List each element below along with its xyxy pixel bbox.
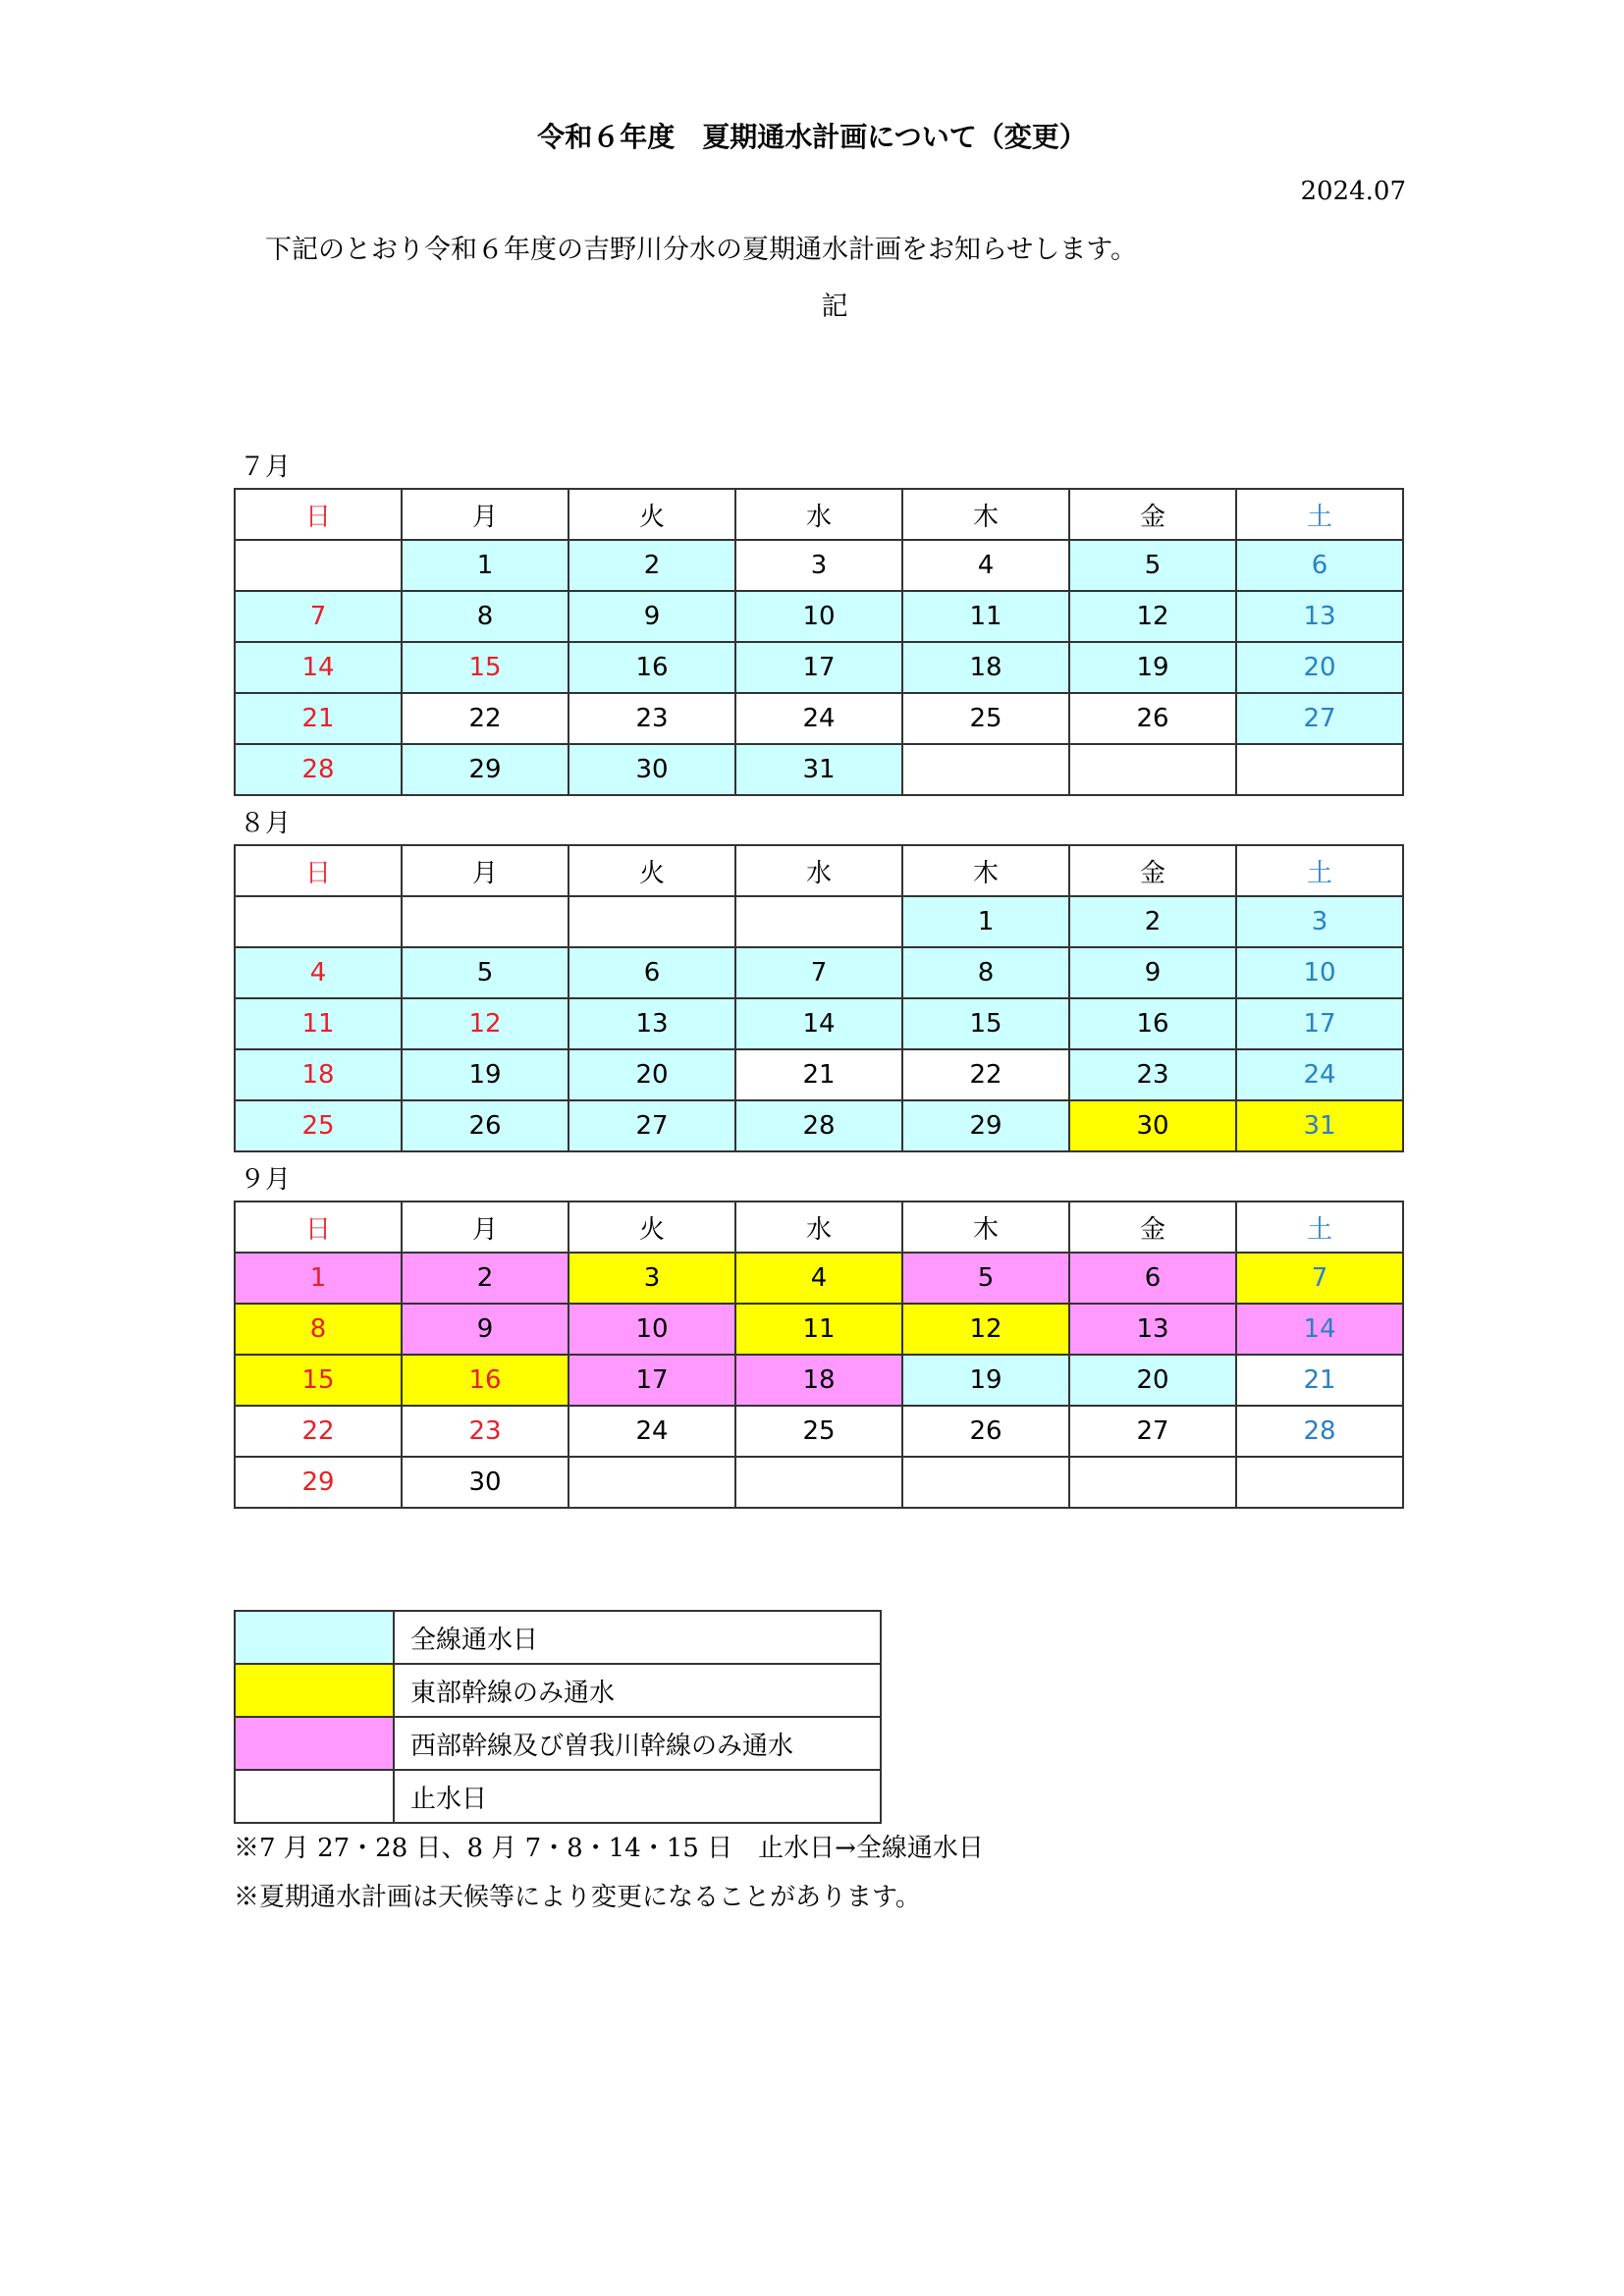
calendar-empty-cell — [735, 896, 902, 947]
calendar-day-cell: 10 — [1236, 947, 1403, 998]
month-label-august: ８月 — [240, 809, 292, 838]
calendar-day-cell: 26 — [902, 1406, 1069, 1457]
weekday-header-row — [235, 1201, 1403, 1253]
calendar-day-cell: 20 — [568, 1049, 735, 1100]
calendar-day-cell: 25 — [902, 693, 1069, 744]
calendar-empty-cell — [1069, 744, 1236, 795]
legend-swatch — [235, 1664, 394, 1717]
calendar-day-cell: 23 — [402, 1406, 568, 1457]
calendar-day-cell: 1 — [235, 1253, 402, 1304]
calendar-empty-cell — [902, 744, 1069, 795]
calendar-day-cell: 25 — [235, 1100, 402, 1151]
calendar-day-cell: 7 — [235, 591, 402, 642]
calendar-day-cell: 21 — [1236, 1355, 1403, 1406]
calendar-empty-cell — [1236, 744, 1403, 795]
calendar-day-cell: 13 — [1236, 591, 1403, 642]
legend-table — [234, 1610, 882, 1824]
calendar-day-cell: 1 — [902, 896, 1069, 947]
calendar-day-cell: 3 — [735, 540, 902, 591]
calendar-day-cell: 19 — [402, 1049, 568, 1100]
calendar-week-row — [235, 1457, 1403, 1508]
calendar-day-cell: 6 — [568, 947, 735, 998]
month-label-july: ７月 — [240, 453, 292, 482]
month-label-september: ９月 — [240, 1165, 292, 1195]
calendar-week-row — [235, 591, 1403, 642]
calendar-day-cell: 30 — [568, 744, 735, 795]
weekday-header: 金 — [1069, 489, 1236, 540]
calendar-day-cell: 2 — [568, 540, 735, 591]
calendar-day-cell: 5 — [402, 947, 568, 998]
calendar-empty-cell — [568, 1457, 735, 1508]
calendar-august — [234, 844, 1404, 1152]
calendar-day-cell: 26 — [402, 1100, 568, 1151]
calendar-day-cell: 10 — [568, 1304, 735, 1355]
weekday-header: 月 — [402, 845, 568, 896]
legend-swatch — [235, 1611, 394, 1664]
calendar-september — [234, 1201, 1404, 1509]
calendar-july — [234, 488, 1404, 796]
calendar-week-row — [235, 1253, 1403, 1304]
calendar-day-cell: 8 — [235, 1304, 402, 1355]
legend-row-west — [235, 1717, 881, 1770]
calendar-week-row — [235, 642, 1403, 693]
legend-label: 全線通水日 — [394, 1611, 881, 1664]
calendar-empty-cell — [1069, 1457, 1236, 1508]
calendar-empty-cell — [235, 896, 402, 947]
intro-text: 下記のとおり令和６年度の吉野川分水の夏期通水計画をお知らせします。 — [265, 235, 1138, 265]
calendar-day-cell: 14 — [735, 998, 902, 1049]
weekday-header: 木 — [902, 1201, 1069, 1253]
calendar-empty-cell — [1236, 1457, 1403, 1508]
calendar-day-cell: 20 — [1236, 642, 1403, 693]
weekday-header: 水 — [735, 1201, 902, 1253]
weekday-header: 土 — [1236, 489, 1403, 540]
calendar-empty-cell — [402, 896, 568, 947]
calendar-day-cell: 14 — [235, 642, 402, 693]
calendar-day-cell: 10 — [735, 591, 902, 642]
calendar-day-cell: 15 — [902, 998, 1069, 1049]
calendar-day-cell: 22 — [235, 1406, 402, 1457]
calendar-day-cell: 29 — [902, 1100, 1069, 1151]
calendar-day-cell: 27 — [1236, 693, 1403, 744]
weekday-header: 月 — [402, 489, 568, 540]
calendar-week-row — [235, 1406, 1403, 1457]
weekday-header: 土 — [1236, 1201, 1403, 1253]
calendar-empty-cell — [902, 1457, 1069, 1508]
legend-row-full — [235, 1611, 881, 1664]
calendar-day-cell: 22 — [402, 693, 568, 744]
ki-heading: 記 — [821, 292, 848, 322]
weekday-header: 日 — [235, 1201, 402, 1253]
weekday-header: 木 — [902, 845, 1069, 896]
calendar-day-cell: 11 — [735, 1304, 902, 1355]
calendar-day-cell: 3 — [1236, 896, 1403, 947]
calendar-day-cell: 29 — [402, 744, 568, 795]
calendar-day-cell: 4 — [235, 947, 402, 998]
calendar-day-cell: 31 — [1236, 1100, 1403, 1151]
calendar-day-cell: 23 — [1069, 1049, 1236, 1100]
calendar-day-cell: 24 — [735, 693, 902, 744]
calendar-day-cell: 8 — [902, 947, 1069, 998]
legend-swatch — [235, 1717, 394, 1770]
weekday-header: 水 — [735, 489, 902, 540]
weekday-header: 日 — [235, 845, 402, 896]
calendar-week-row — [235, 1304, 1403, 1355]
weekday-header: 火 — [568, 845, 735, 896]
calendar-day-cell: 28 — [1236, 1406, 1403, 1457]
weekday-header: 日 — [235, 489, 402, 540]
calendar-day-cell: 15 — [402, 642, 568, 693]
calendar-day-cell: 23 — [568, 693, 735, 744]
calendar-day-cell: 16 — [402, 1355, 568, 1406]
calendar-day-cell: 20 — [1069, 1355, 1236, 1406]
calendar-day-cell: 15 — [235, 1355, 402, 1406]
calendar-day-cell: 7 — [735, 947, 902, 998]
calendar-day-cell: 9 — [1069, 947, 1236, 998]
weekday-header: 月 — [402, 1201, 568, 1253]
calendar-day-cell: 1 — [402, 540, 568, 591]
weekday-header: 火 — [568, 489, 735, 540]
calendar-day-cell: 27 — [1069, 1406, 1236, 1457]
calendar-empty-cell — [568, 896, 735, 947]
weekday-header: 水 — [735, 845, 902, 896]
calendar-day-cell: 17 — [735, 642, 902, 693]
weekday-header: 土 — [1236, 845, 1403, 896]
calendar-day-cell: 21 — [735, 1049, 902, 1100]
calendar-day-cell: 2 — [402, 1253, 568, 1304]
legend-swatch — [235, 1770, 394, 1823]
calendar-day-cell: 11 — [902, 591, 1069, 642]
calendar-day-cell: 19 — [902, 1355, 1069, 1406]
calendar-day-cell: 4 — [902, 540, 1069, 591]
note-weather: ※夏期通水計画は天候等により変更になることがあります。 — [234, 1883, 921, 1912]
calendar-day-cell: 27 — [568, 1100, 735, 1151]
calendar-day-cell: 18 — [235, 1049, 402, 1100]
calendar-day-cell: 24 — [568, 1406, 735, 1457]
calendar-day-cell: 25 — [735, 1406, 902, 1457]
calendar-day-cell: 26 — [1069, 693, 1236, 744]
calendar-day-cell: 13 — [568, 998, 735, 1049]
calendar-day-cell: 29 — [235, 1457, 402, 1508]
calendar-day-cell: 28 — [235, 744, 402, 795]
calendar-day-cell: 5 — [902, 1253, 1069, 1304]
calendar-day-cell: 8 — [402, 591, 568, 642]
calendar-day-cell: 19 — [1069, 642, 1236, 693]
legend-row-stop — [235, 1770, 881, 1823]
calendar-day-cell: 30 — [402, 1457, 568, 1508]
calendar-week-row — [235, 1355, 1403, 1406]
calendar-day-cell: 9 — [568, 591, 735, 642]
calendar-day-cell: 18 — [902, 642, 1069, 693]
calendar-day-cell: 12 — [1069, 591, 1236, 642]
weekday-header: 火 — [568, 1201, 735, 1253]
calendar-week-row — [235, 744, 1403, 795]
calendar-day-cell: 12 — [902, 1304, 1069, 1355]
legend-label: 西部幹線及び曽我川幹線のみ通水 — [394, 1717, 881, 1770]
weekday-header-row — [235, 845, 1403, 896]
calendar-week-row — [235, 896, 1403, 947]
weekday-header-row — [235, 489, 1403, 540]
calendar-day-cell: 22 — [902, 1049, 1069, 1100]
calendar-week-row — [235, 1049, 1403, 1100]
calendar-day-cell: 5 — [1069, 540, 1236, 591]
calendar-day-cell: 2 — [1069, 896, 1236, 947]
calendar-day-cell: 13 — [1069, 1304, 1236, 1355]
calendar-day-cell: 16 — [568, 642, 735, 693]
calendar-day-cell: 30 — [1069, 1100, 1236, 1151]
document-date: 2024.07 — [1300, 177, 1406, 206]
calendar-day-cell: 24 — [1236, 1049, 1403, 1100]
calendar-day-cell: 6 — [1236, 540, 1403, 591]
weekday-header: 金 — [1069, 845, 1236, 896]
note-change: ※7 月 27・28 日、8 月 7・8・14・15 日 止水日→全線通水日 — [234, 1834, 984, 1863]
calendar-day-cell: 18 — [735, 1355, 902, 1406]
calendar-day-cell: 21 — [235, 693, 402, 744]
calendar-week-row — [235, 540, 1403, 591]
calendar-week-row — [235, 1100, 1403, 1151]
calendar-day-cell: 9 — [402, 1304, 568, 1355]
legend-label: 東部幹線のみ通水 — [394, 1664, 881, 1717]
calendar-week-row — [235, 947, 1403, 998]
calendar-empty-cell — [735, 1457, 902, 1508]
legend-label: 止水日 — [394, 1770, 881, 1823]
calendar-day-cell: 6 — [1069, 1253, 1236, 1304]
calendar-day-cell: 28 — [735, 1100, 902, 1151]
calendar-day-cell: 17 — [568, 1355, 735, 1406]
legend-row-east — [235, 1664, 881, 1717]
weekday-header: 金 — [1069, 1201, 1236, 1253]
weekday-header: 木 — [902, 489, 1069, 540]
calendar-day-cell: 14 — [1236, 1304, 1403, 1355]
calendar-empty-cell — [235, 540, 402, 591]
calendar-week-row — [235, 693, 1403, 744]
calendar-day-cell: 11 — [235, 998, 402, 1049]
calendar-day-cell: 16 — [1069, 998, 1236, 1049]
calendar-day-cell: 12 — [402, 998, 568, 1049]
calendar-day-cell: 4 — [735, 1253, 902, 1304]
calendar-day-cell: 17 — [1236, 998, 1403, 1049]
calendar-week-row — [235, 998, 1403, 1049]
calendar-day-cell: 3 — [568, 1253, 735, 1304]
calendar-day-cell: 31 — [735, 744, 902, 795]
calendar-day-cell: 7 — [1236, 1253, 1403, 1304]
page-title: 令和６年度 夏期通水計画について（変更） — [537, 121, 1087, 153]
